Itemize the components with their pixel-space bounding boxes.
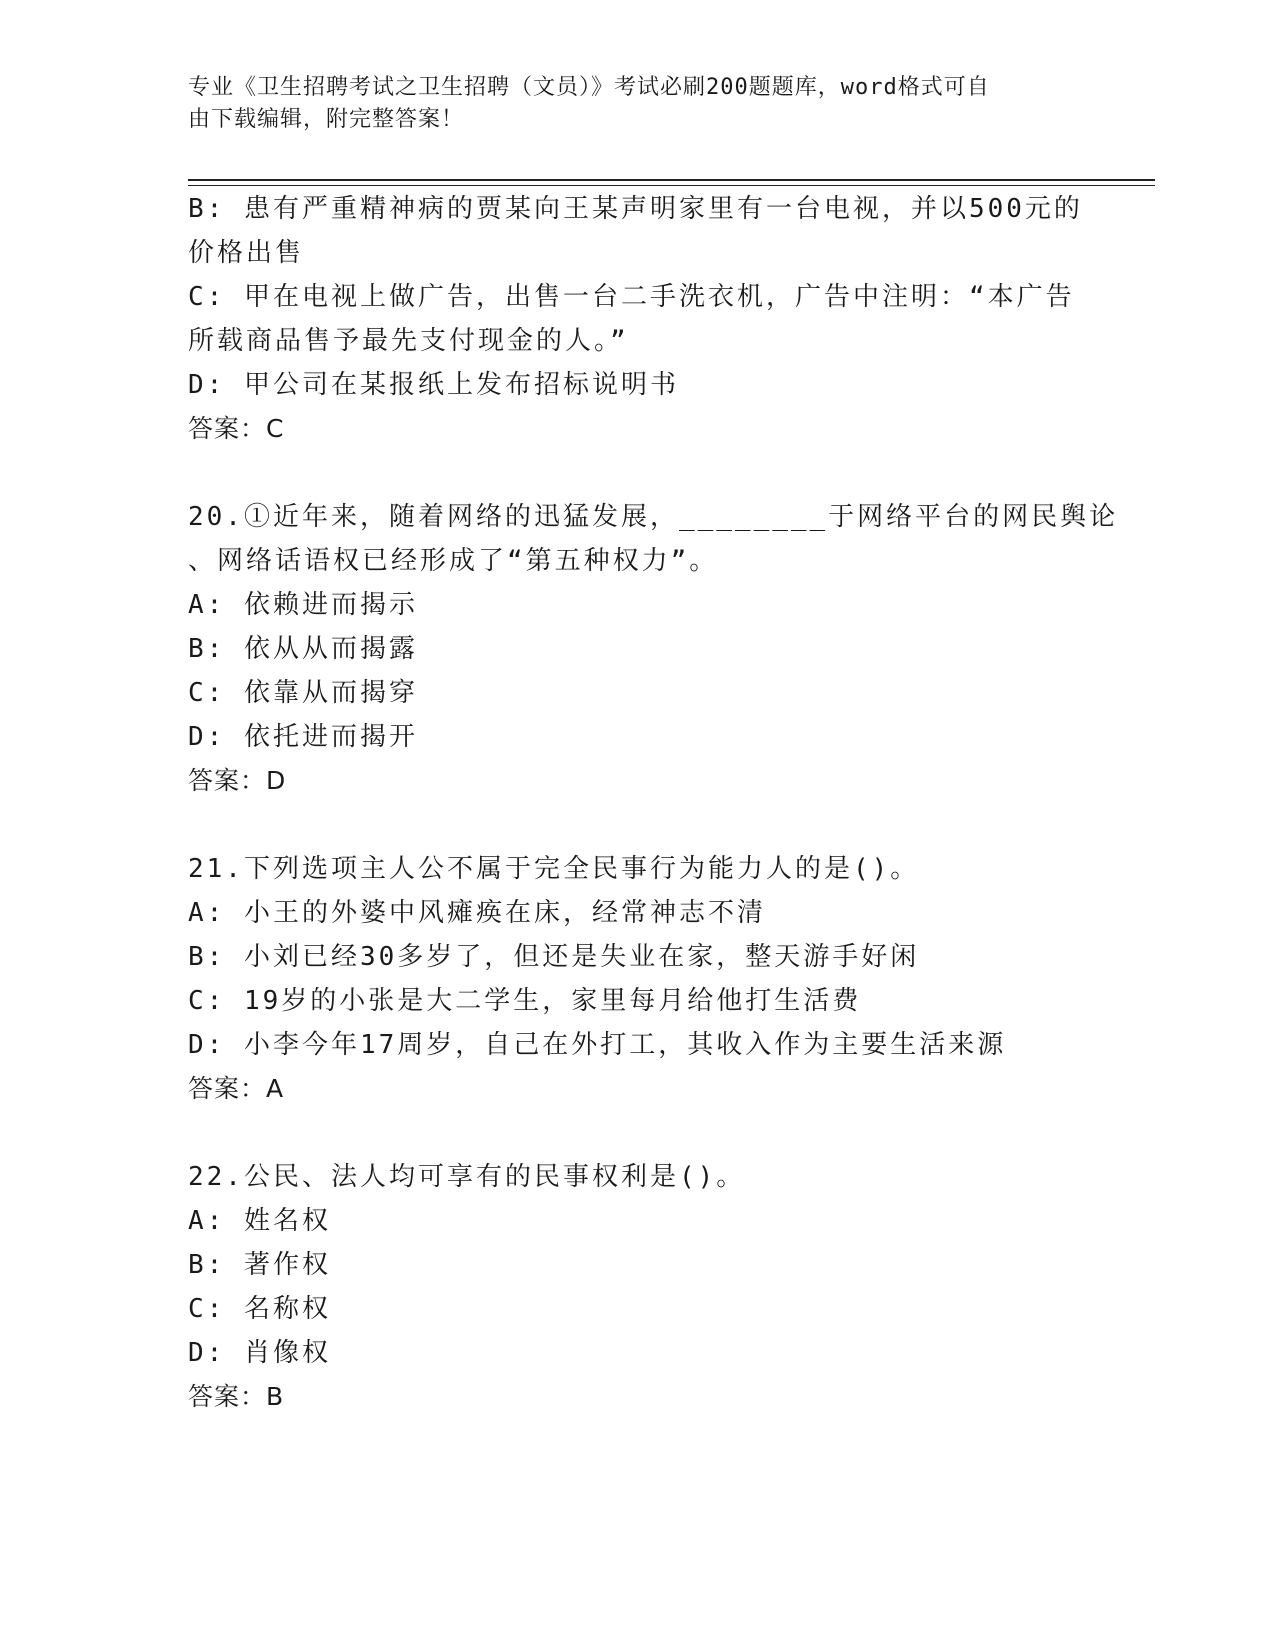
q20-option-c: C: 依靠从而揭穿	[188, 678, 418, 708]
header-line-2: 由下载编辑，附完整答案！	[188, 107, 465, 132]
q20-stem-line-2: 、网络话语权已经形成了“第五种权力”。	[188, 546, 719, 576]
q21-option-a: A: 小王的外婆中风瘫痪在床，经常神志不清	[188, 898, 766, 928]
header-line-1: 专业《卫生招聘考试之卫生招聘（文员）》考试必刷200题题库，word格式可自	[188, 75, 990, 100]
q21-stem: 21.下列选项主人公不属于完全民事行为能力人的是()。	[188, 854, 920, 884]
document-header	[188, 72, 1088, 136]
q20-stem-line-1: 20.①近年来，随着网络的迅猛发展，________于网络平台的网民舆论	[188, 502, 1119, 532]
q19-option-c-line-1: C: 甲在电视上做广告，出售一台二手洗衣机，广告中注明：“本广告	[188, 282, 1075, 312]
q22-option-b: B: 著作权	[188, 1250, 331, 1280]
q21-option-c: C: 19岁的小张是大二学生，家里每月给他打生活费	[188, 986, 862, 1016]
q21-answer: 答案：A	[188, 1074, 285, 1103]
q20-answer: 答案：D	[188, 766, 287, 795]
q19-option-b-line-2: 价格出售	[188, 238, 305, 268]
q19-option-b-line-1: B: 患有严重精神病的贾某向王某声明家里有一台电视，并以500元的	[188, 194, 1083, 224]
q22-stem: 22.公民、法人均可享有的民事权利是()。	[188, 1162, 746, 1192]
q19-answer: 答案：C	[188, 414, 285, 443]
q21-option-b: B: 小刘已经30多岁了，但还是失业在家，整天游手好闲	[188, 942, 920, 972]
header-divider-thick	[188, 179, 1155, 181]
header-divider-thin	[188, 185, 1155, 186]
q22-option-d: D: 肖像权	[188, 1338, 331, 1368]
q20-option-b: B: 依从从而揭露	[188, 634, 418, 664]
q20-option-a: A: 依赖进而揭示	[188, 590, 418, 620]
q19-option-d: D: 甲公司在某报纸上发布招标说明书	[188, 370, 679, 400]
q22-option-c: C: 名称权	[188, 1294, 331, 1324]
q19-option-c-line-2: 所载商品售予最先支付现金的人。”	[188, 326, 629, 356]
q22-option-a: A: 姓名权	[188, 1206, 331, 1236]
q20-option-d: D: 依托进而揭开	[188, 722, 418, 752]
q22-answer: 答案：B	[188, 1382, 285, 1411]
q21-option-d: D: 小李今年17周岁，自己在外打工，其收入作为主要生活来源	[188, 1030, 1007, 1060]
